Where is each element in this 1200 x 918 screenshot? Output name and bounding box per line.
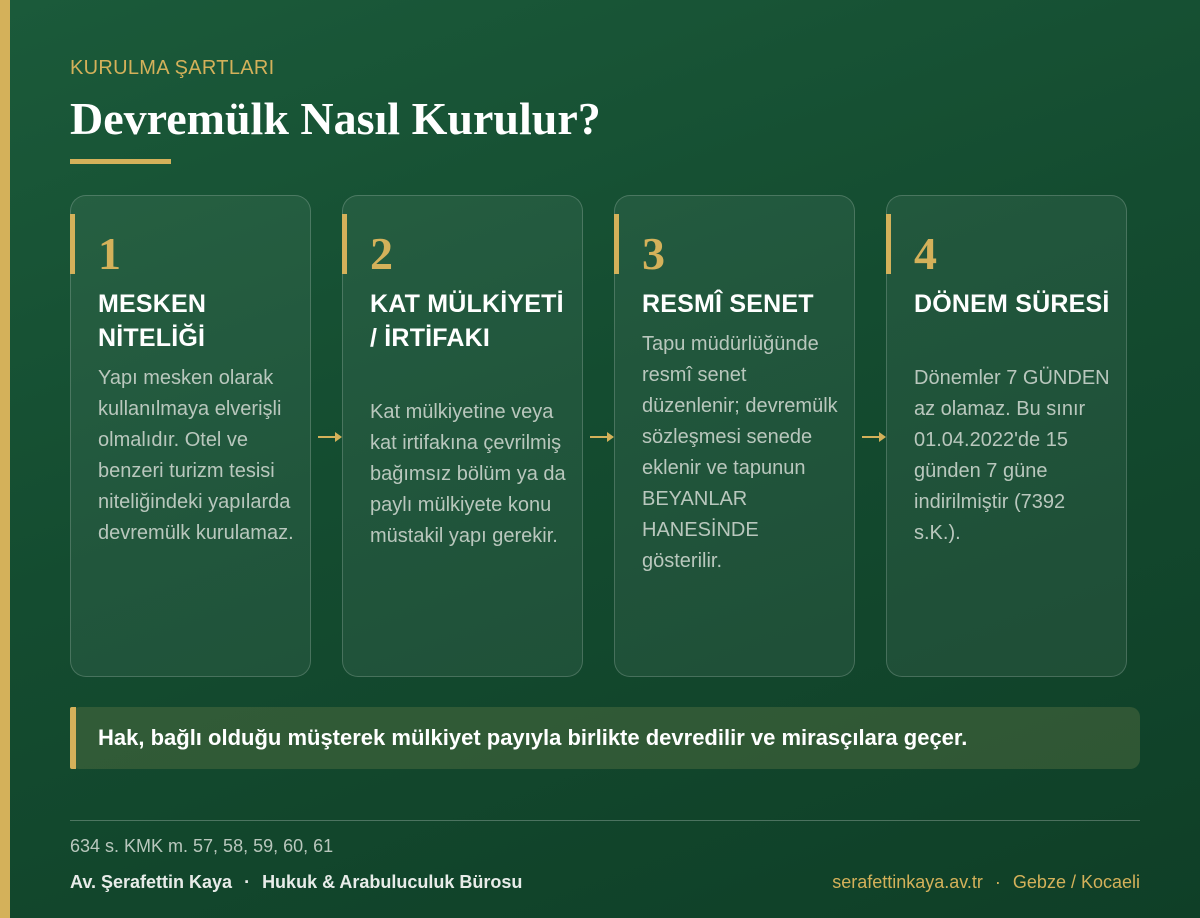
title-underline: [70, 159, 171, 164]
footer-separator: ·: [244, 872, 251, 892]
step-number: 4: [914, 228, 937, 279]
step-title: RESMÎ SENET: [642, 290, 814, 318]
page-title: Devremülk Nasıl Kurulur?: [70, 93, 601, 144]
step-card-2: [342, 195, 583, 677]
contact-info: [832, 871, 1140, 893]
footer-divider: [70, 820, 1140, 821]
step-card-accent: [886, 214, 891, 274]
step-description: Dönemler 7 GÜNDEN az olamaz. Bu sınır 01.04.2022'de 15 günden 7 güne indirilmiştir (7392 s.K.).: [914, 367, 1110, 544]
author-credit: [70, 871, 522, 893]
step-card-4: [886, 195, 1127, 677]
author-name: Av. Şerafettin Kaya: [70, 872, 233, 892]
arrow-right-icon: [861, 431, 887, 443]
legal-reference: 634 s. KMK m. 57, 58, 59, 60, 61: [70, 836, 334, 856]
step-title: MESKEN NİTELİĞİ: [98, 290, 207, 352]
step-card-accent: [614, 214, 619, 274]
step-card-1: [70, 195, 311, 677]
key-note-callout: [70, 707, 1140, 769]
step-card-accent: [70, 214, 75, 274]
step-number: 2: [370, 228, 393, 279]
website-link[interactable]: serafettinkaya.av.tr: [832, 872, 983, 892]
step-title: KAT MÜLKİYETİ / İRTİFAKI: [370, 290, 564, 352]
step-description: Yapı mesken olarak kullanılmaya elverişli olmalıdır. Otel ve benzeri turizm tesisi niteliğindeki yapılarda devremülk kurulamaz.: [98, 367, 294, 544]
left-accent-bar: [0, 0, 10, 918]
callout-accent-bar: [70, 707, 76, 769]
arrow-right-icon: [589, 431, 615, 443]
footer-separator: ·: [994, 872, 1001, 892]
step-description: Tapu müdürlüğünde resmî senet düzenlenir; devremülk sözleşmesi senede eklenir ve tapunun BEYANLAR HANESİNDE gösterilir.: [642, 333, 838, 572]
step-title: DÖNEM SÜRESİ: [914, 290, 1110, 318]
arrow-right-icon: [317, 431, 343, 443]
location-label: Gebze / Kocaeli: [1012, 872, 1140, 892]
step-number: 1: [98, 228, 121, 279]
step-description: Kat mülkiyetine veya kat irtifakına çevrilmiş bağımsız bölüm ya da paylı mülkiyete konu müstakil yapı gerekir.: [370, 401, 566, 547]
section-eyebrow: KURULMA ŞARTLARI: [70, 57, 275, 79]
step-number: 3: [642, 228, 665, 279]
firm-name: Hukuk & Arabuluculuk Bürosu: [262, 872, 523, 892]
callout-text: Hak, bağlı olduğu müşterek mülkiyet payıyla birlikte devredilir ve mirasçılara geçer.: [98, 725, 968, 750]
step-card-accent: [342, 214, 347, 274]
step-card-3: [614, 195, 855, 677]
